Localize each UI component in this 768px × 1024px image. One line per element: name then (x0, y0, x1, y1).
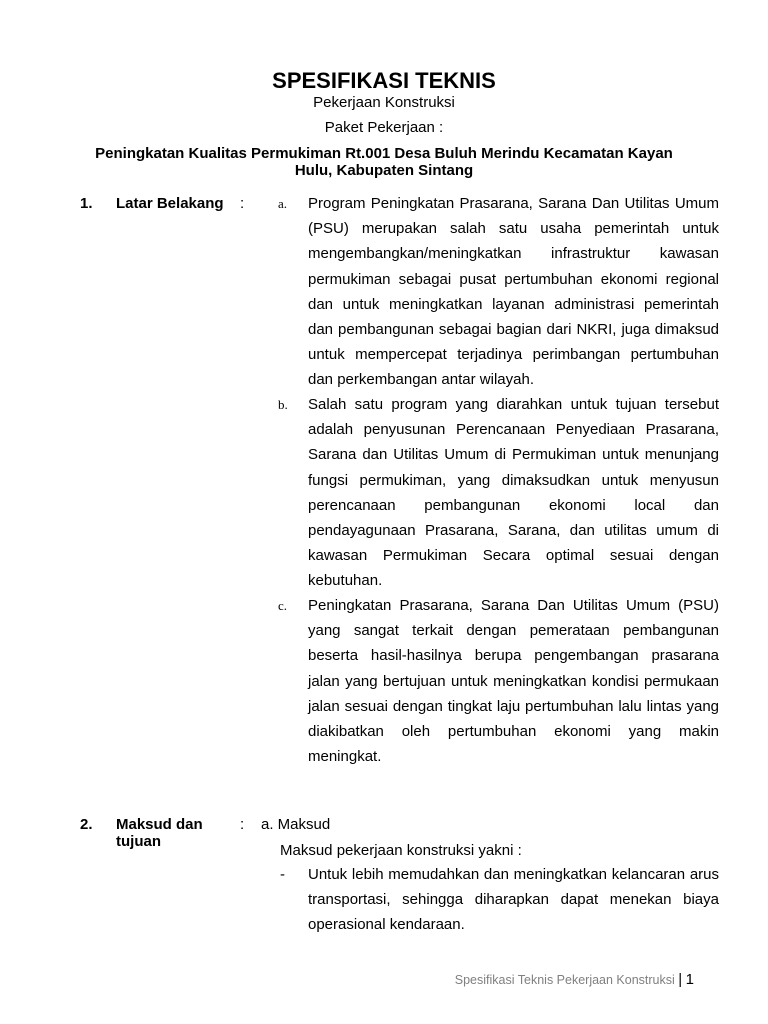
document-subtitle: Pekerjaan Konstruksi (313, 94, 455, 111)
section-1-item-b-text: Salah satu program yang diarahkan untuk tujuan tersebut adalah penyusunan Perencanaan Penyediaan Prasarana, Sarana dan Utilitas Umum di Permukiman untuk menunjang fungsi permukiman, yang dimaksudkan untuk menyusun perencanaan pembangunan ekonomi local dan pendayagunaan Prasarana, Sarana, dan utilitas umum di kawasan Permukiman Secara optimal sesuai dengan kebutuhan. (308, 396, 719, 590)
footer-text: Spesifikasi Teknis Pekerjaan Konstruksi (454, 973, 675, 987)
document-title: SPESIFIKASI TEKNIS (272, 68, 496, 93)
section-1-title: Latar Belakang (116, 195, 224, 212)
section-1-colon: : (240, 195, 245, 212)
section-1-number: 1. (80, 195, 93, 212)
section-2-number: 2. (80, 816, 93, 833)
section-2-title: Maksud dan tujuan (116, 816, 203, 850)
package-name: Peningkatan Kualitas Permukiman Rt.001 Desa Buluh Merindu Kecamatan Kayan Hulu, Kabupaten Sintang (95, 145, 673, 179)
page-footer (455, 972, 694, 988)
footer-separator: | (678, 971, 683, 988)
section-1-item-a-marker: a. (278, 196, 288, 211)
section-1-item-c-marker: c. (278, 598, 288, 613)
page-number: 1 (685, 971, 694, 988)
section-1-item-c-text: Peningkatan Prasarana, Sarana Dan Utilitas Umum (PSU) yang sangat terkait dengan pemerataan pembangunan beserta hasil-hasilnya berupa pengembangan prasarana jalan yang bertujuan untuk meningkatkan kondisi permukaan jalan sesuai dengan tingkat laju pertumbuhan lalu lintas yang diakibatkan oleh pertumbuhan ekonomi yang makin meningkat. (308, 597, 719, 766)
section-1-item-b-marker: b. (278, 397, 288, 412)
package-label: Paket Pekerjaan : (324, 119, 444, 136)
section-2-bullet-marker: - (280, 866, 285, 883)
section-2-intro: Maksud pekerjaan konstruksi yakni : (280, 842, 522, 859)
section-2-bullet-text: Untuk lebih memudahkan dan meningkatkan kelancaran arus transportasi, sehingga diharapkan dapat menekan biaya operasional kendaraan. (308, 866, 719, 934)
section-1-item-a-text: Program Peningkatan Prasarana, Sarana Dan Utilitas Umum (PSU) merupakan salah satu usaha pemerintah untuk mengembangkan/meningkatkan infrastruktur kawasan permukiman sebagai pusat pertumbuhan ekonomi regional dan untuk meningkatkan layanan administrasi pemerintah dan pembangunan sebagai bagian dari NKRI, juga dimaksud untuk mempercepat terjadinya perimbangan pertumbuhan dan perkembangan antar wilayah. (308, 195, 719, 389)
section-2-colon: : (240, 816, 245, 833)
section-2-sub-heading: a. Maksud (261, 816, 331, 833)
